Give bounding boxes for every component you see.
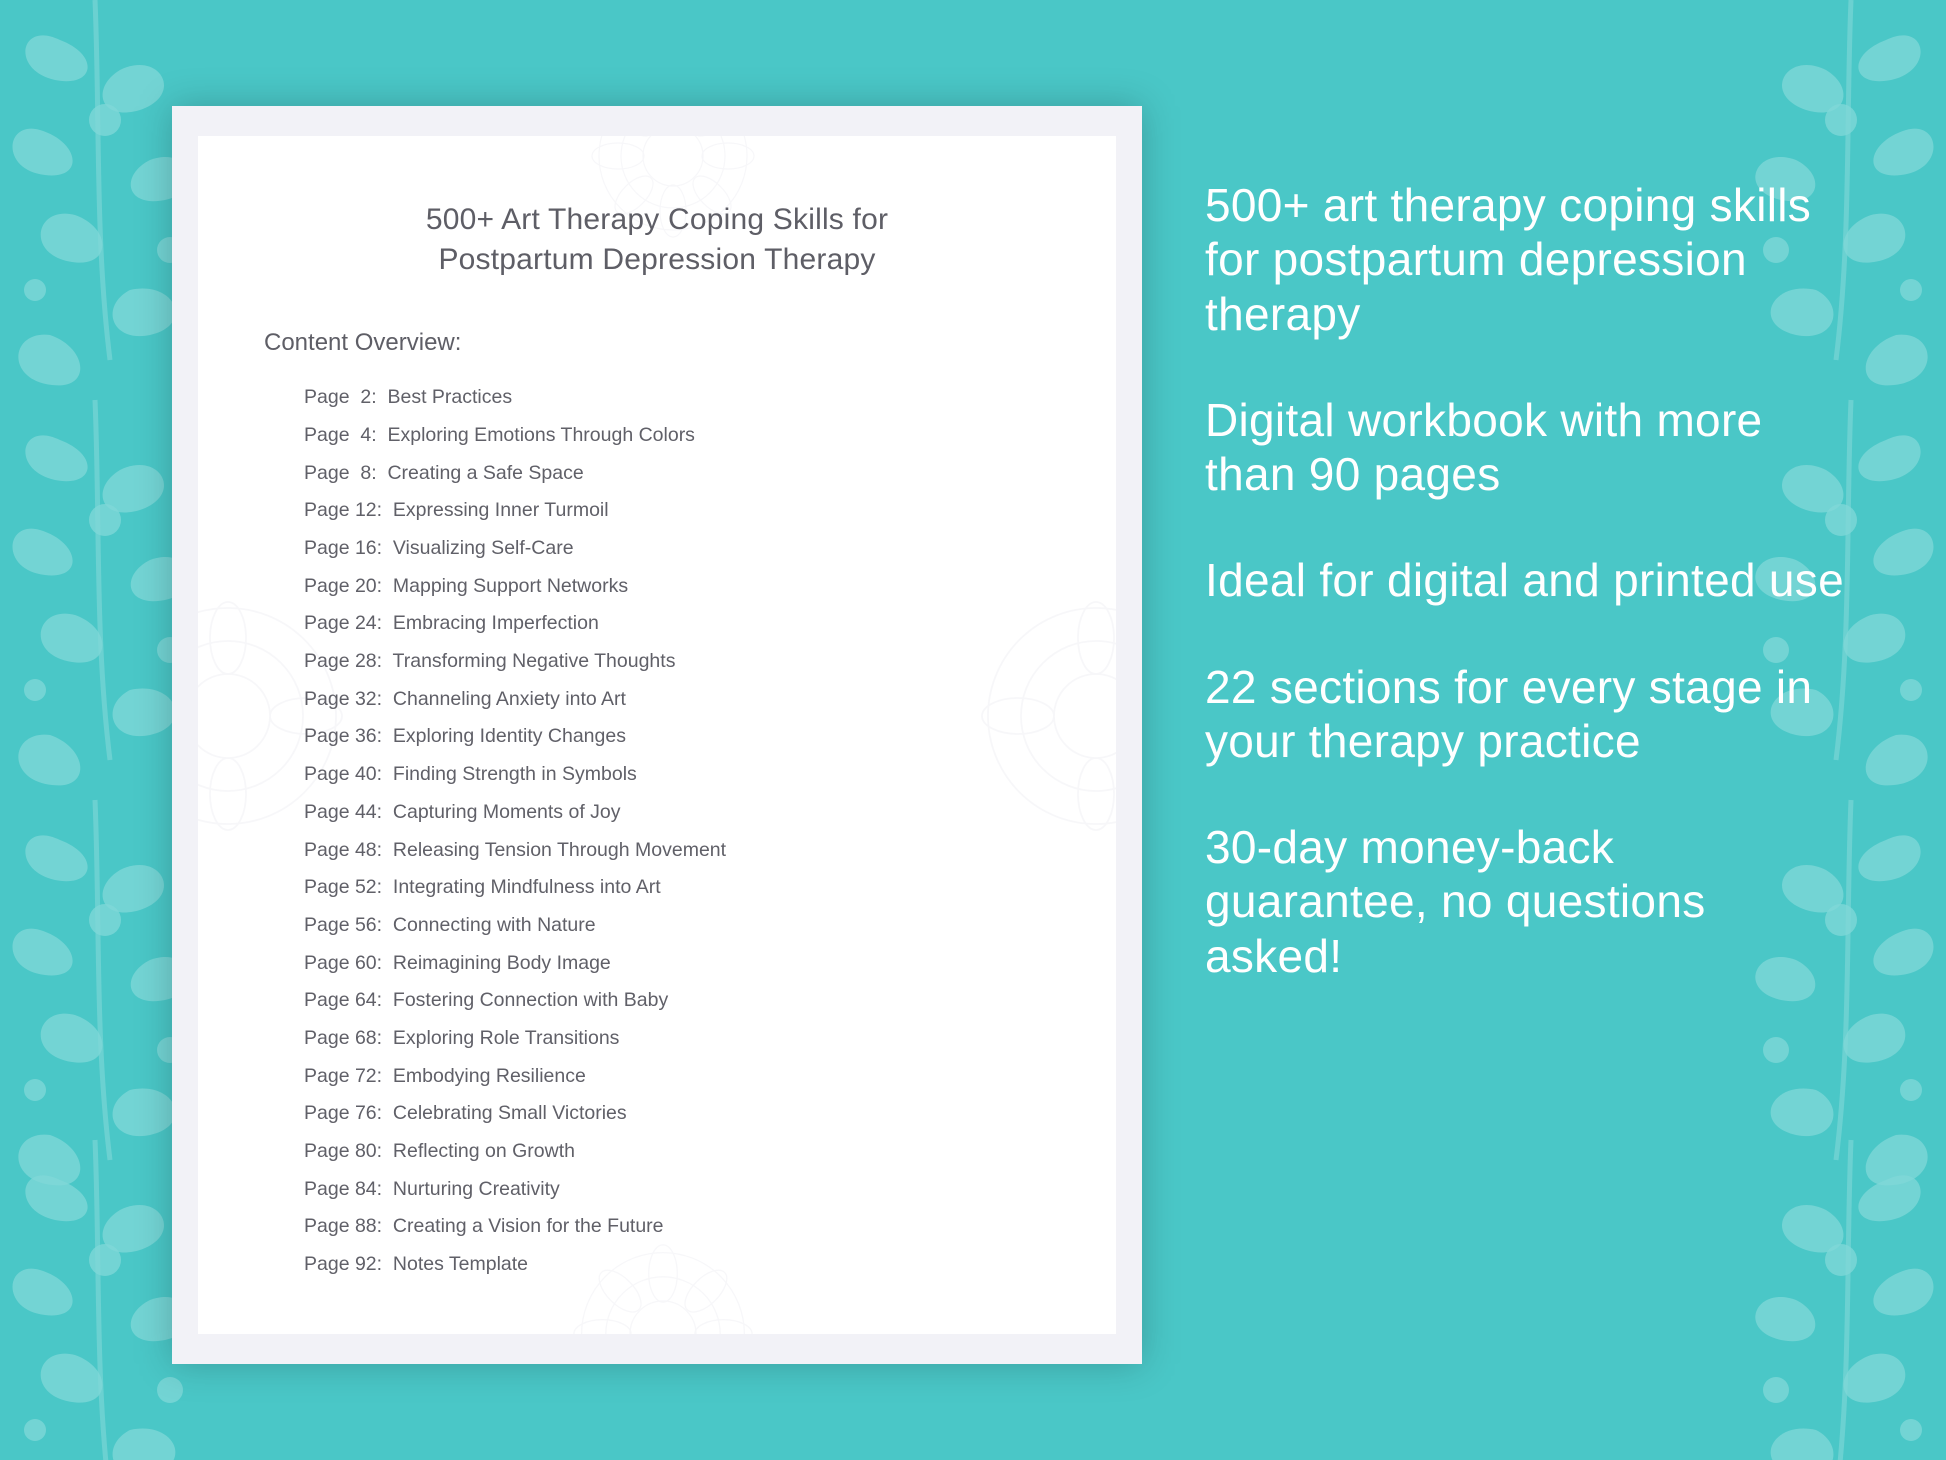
workbook-page-card (172, 106, 1142, 1364)
list-item: Page 40: Finding Strength in Symbols (304, 763, 637, 786)
list-item: Page 8: Creating a Safe Space (304, 461, 584, 484)
list-item: Page 20: Mapping Support Networks (304, 574, 629, 597)
list-item: Page 60: Reimagining Body Image (304, 951, 611, 974)
page-title (256, 200, 1058, 279)
page-content (198, 136, 1116, 1334)
promo-item: 30-day money-back guarantee, no questions asked! (1205, 821, 1706, 982)
content-overview-label: Content Overview: (264, 329, 462, 357)
list-item: Page 4: Exploring Emotions Through Colors (304, 423, 695, 446)
promo-item: 22 sections for every stage in your therapy practice (1205, 660, 1813, 767)
list-item: Page 72: Embodying Resilience (304, 1064, 586, 1087)
list-item: Page 92: Notes Template (304, 1253, 529, 1276)
list-item: Page 88: Creating a Vision for the Future (304, 1215, 664, 1238)
list-item: Page 48: Releasing Tension Through Movement (304, 838, 727, 861)
list-item: Page 84: Nurturing Creativity (304, 1177, 560, 1200)
list-item: Page 28: Transforming Negative Thoughts (304, 650, 676, 673)
list-item: Page 52: Integrating Mindfulness into Art (304, 876, 661, 899)
promo-item: 500+ art therapy coping skills for postpartum depression therapy (1205, 179, 1812, 340)
table-of-contents (256, 379, 1058, 1284)
list-item: Page 12: Expressing Inner Turmoil (304, 499, 609, 522)
list-item: Page 64: Fostering Connection with Baby (304, 989, 669, 1012)
promo-item: Digital workbook with more than 90 pages (1205, 393, 1763, 501)
list-item: Page 80: Reflecting on Growth (304, 1140, 575, 1163)
list-item: Page 16: Visualizing Self-Care (304, 537, 574, 560)
list-item: Page 56: Connecting with Nature (304, 913, 596, 936)
list-item: Page 36: Exploring Identity Changes (304, 725, 626, 748)
promo-text-column (1205, 178, 1845, 983)
list-item: Page 44: Capturing Moments of Joy (304, 800, 621, 823)
list-item: Page 76: Celebrating Small Victories (304, 1102, 627, 1125)
list-item: Page 32: Channeling Anxiety into Art (304, 687, 626, 710)
list-item: Page 68: Exploring Role Transitions (304, 1026, 620, 1049)
list-item: Page 2: Best Practices (304, 386, 513, 409)
page-title-line-1: 500+ Art Therapy Coping Skills for (425, 203, 889, 236)
page-title-line-2: Postpartum Depression Therapy (438, 242, 876, 276)
promo-item: Ideal for digital and printed use (1205, 554, 1844, 607)
list-item: Page 24: Embracing Imperfection (304, 612, 599, 635)
